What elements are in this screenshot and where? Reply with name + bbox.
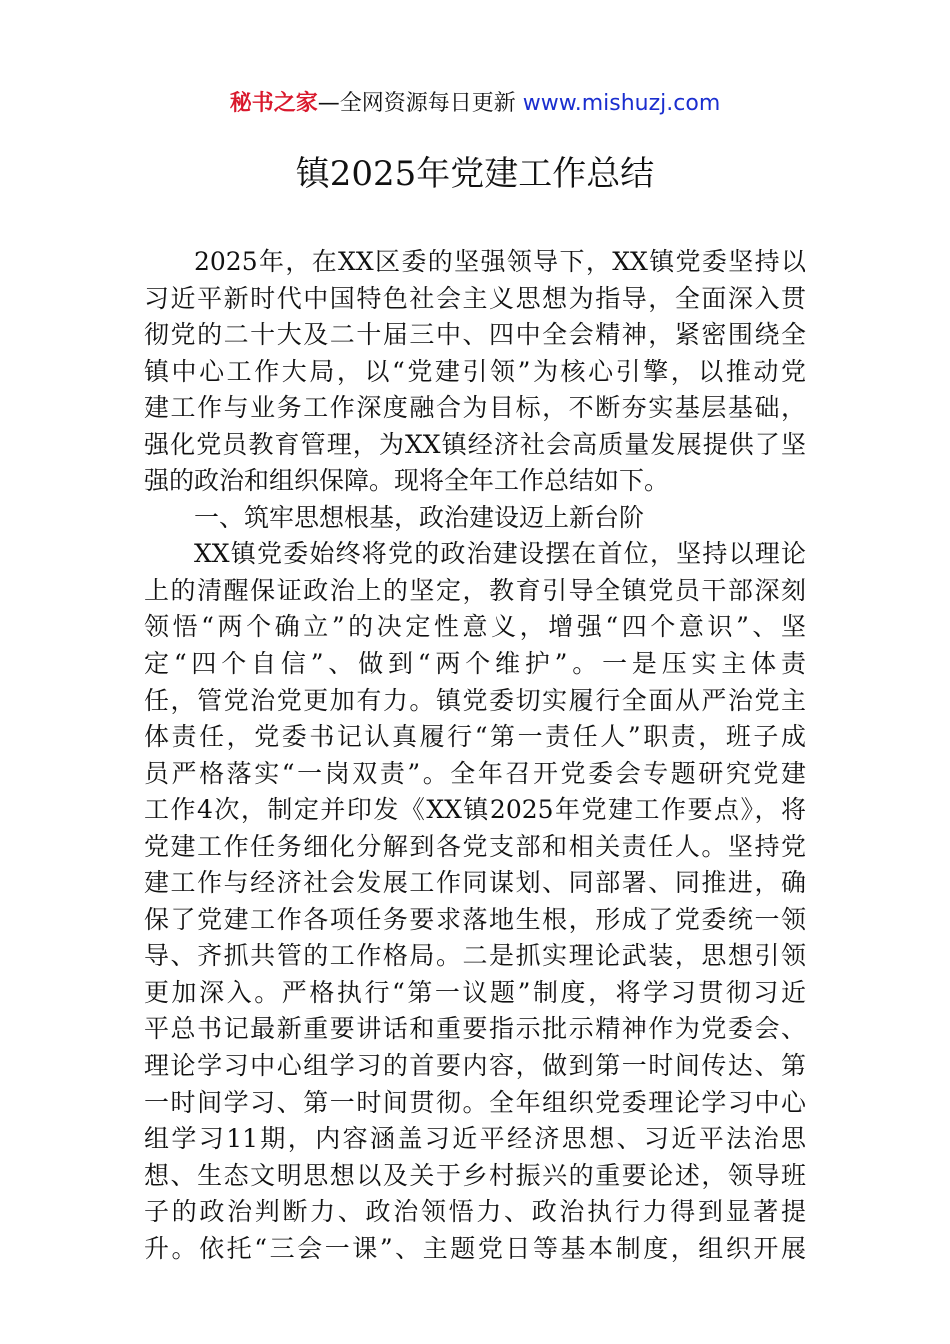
body-line: 体责任，党委书记认真履行“第一责任人”职责，班子成 (144, 722, 806, 752)
body-line: 任，管党治党更加有力。镇党委切实履行全面从严治党主 (144, 685, 806, 715)
body-line: 习近平新时代中国特色社会主义思想为指导，全面深入贯 (144, 283, 806, 313)
body-line: 工作4次，制定并印发《XX镇2025年党建工作要点》，将 (144, 795, 806, 825)
body-line: 上的清醒保证政治上的坚定，教育引导全镇党员干部深刻 (144, 575, 806, 605)
section-heading: 一、筑牢思想根基，政治建设迈上新台阶 (194, 502, 645, 532)
body-line: 保了党建工作各项任务要求落地生根，形成了党委统一领 (144, 904, 806, 934)
body-line: 强化党员教育管理，为XX镇经济社会高质量发展提供了坚 (144, 429, 806, 459)
site-url-link[interactable]: www.mishuzj.com (522, 91, 721, 116)
body-line: 子的政治判断力、政治领悟力、政治执行力得到显著提 (144, 1197, 806, 1227)
site-brand: 秘书之家 (229, 91, 318, 116)
body-line: 2025年，在XX区委的坚强领导下，XX镇党委坚持以 (194, 247, 806, 276)
body-line: 平总书记最新重要讲话和重要指示批示精神作为党委会、 (144, 1014, 806, 1044)
body-line: 党建工作任务细化分解到各党支部和相关责任人。坚持党 (144, 831, 806, 861)
body-line: 建工作与业务工作深度融合为目标，不断夯实基层基础， (144, 393, 806, 423)
body-line: 定“四个自信”、做到“两个维护”。一是压实主体责 (144, 649, 806, 679)
body-line: 镇中心工作大局，以“党建引领”为核心引擎，以推动党 (144, 356, 806, 386)
body-line: 建工作与经济社会发展工作同谋划、同部署、同推进，确 (144, 868, 806, 898)
body-line: 强的政治和组织保障。现将全年工作总结如下。 (144, 466, 670, 496)
body-line: 理论学习中心组学习的首要内容，做到第一时间传达、第 (144, 1051, 806, 1081)
body-line: 组学习11期，内容涵盖习近平经济思想、习近平法治思 (144, 1124, 806, 1154)
site-header (0, 88, 950, 120)
body-line: 一时间学习、第一时间贯彻。全年组织党委理论学习中心 (144, 1087, 806, 1117)
document-body (144, 244, 806, 1267)
body-line: XX镇党委始终将党的政治建设摆在首位，坚持以理论 (194, 539, 806, 569)
body-line: 升。依托“三会一课”、主题党日等基本制度，组织开展 (144, 1233, 806, 1263)
body-line: 更加深入。严格执行“第一议题”制度，将学习贯彻习近 (144, 977, 806, 1007)
body-line: 导、齐抓共管的工作格局。二是抓实理论武装，思想引领 (144, 941, 806, 971)
site-tagline: —全网资源每日更新 (317, 91, 516, 116)
body-line: 想、生态文明思想以及关于乡村振兴的重要论述，领导班 (144, 1160, 806, 1190)
body-line: 领悟“两个确立”的决定性意义，增强“四个意识”、坚 (144, 612, 806, 642)
document-title: 镇2025年党建工作总结 (295, 154, 655, 194)
body-line: 员严格落实“一岗双责”。全年召开党委会专题研究党建 (144, 758, 806, 788)
body-line: 彻党的二十大及二十届三中、四中全会精神，紧密围绕全 (144, 320, 806, 350)
